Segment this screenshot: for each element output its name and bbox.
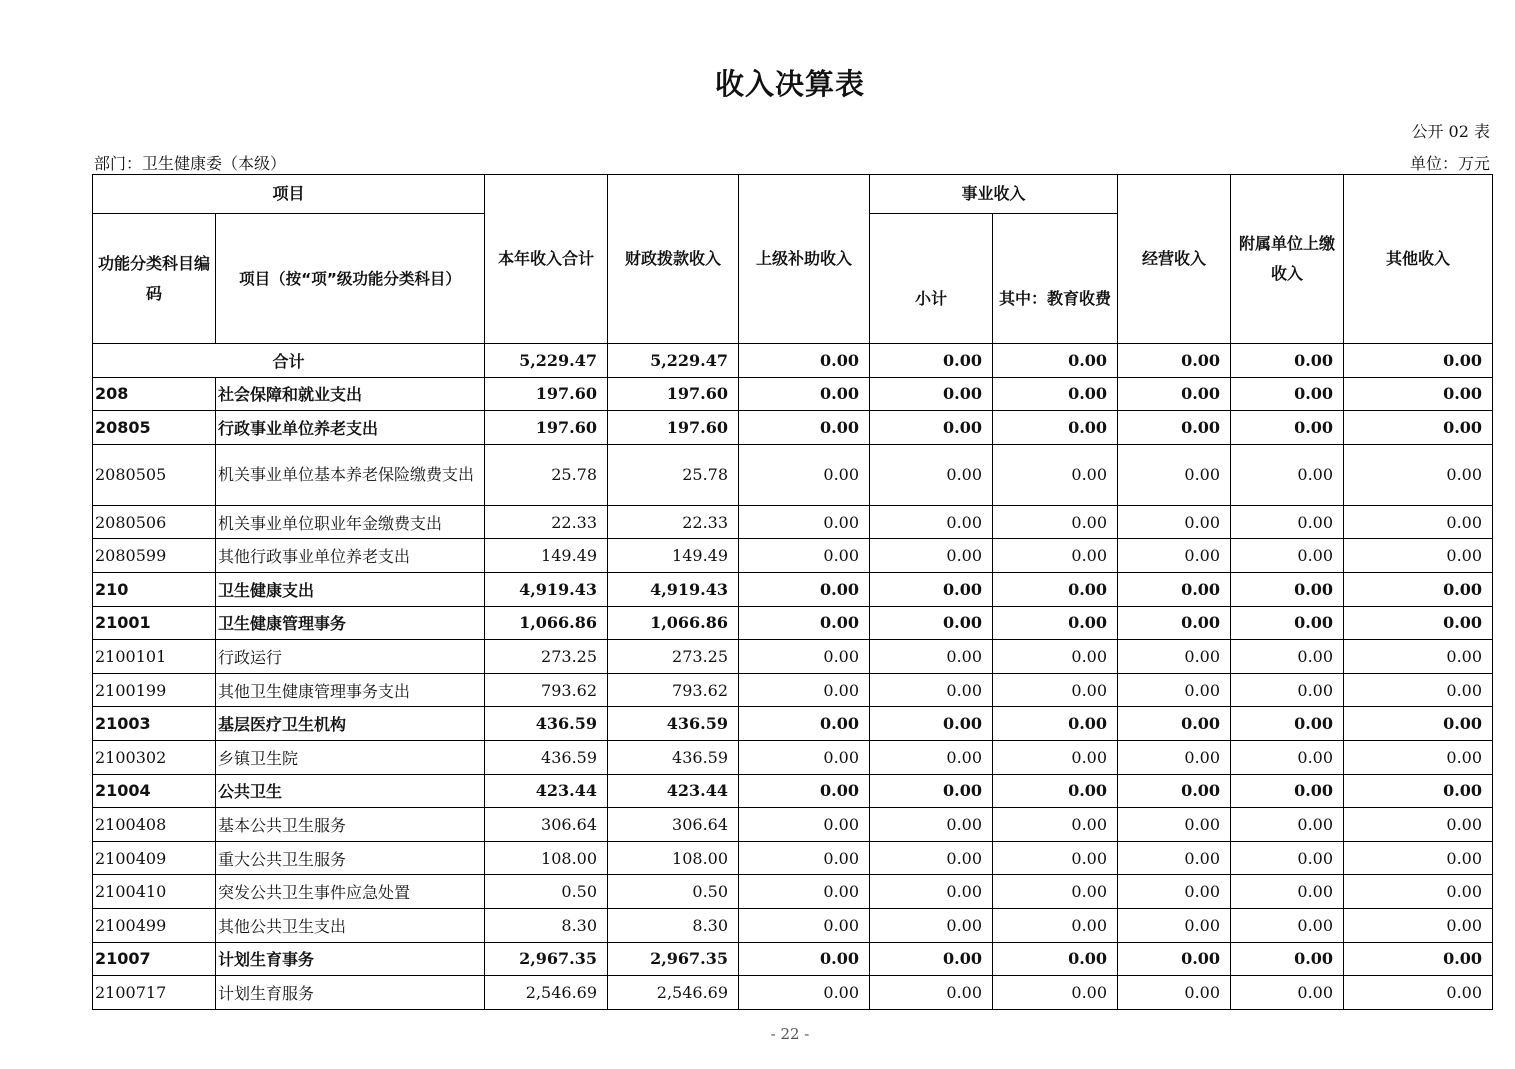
row-value: 0.00 [739,411,870,445]
row-value: 423.44 [608,774,739,808]
row-value: 0.00 [993,673,1118,707]
row-value: 2,546.69 [485,976,608,1010]
row-value: 436.59 [608,740,739,774]
row-value: 0.00 [1118,875,1231,909]
row-value: 0.00 [1118,942,1231,976]
row-value: 0.00 [870,875,993,909]
row-name: 行政运行 [216,640,485,674]
row-name: 计划生育事务 [216,942,485,976]
table-row [93,942,1493,976]
row-value: 0.00 [870,377,993,411]
row-name: 行政事业单位养老支出 [216,411,485,445]
row-value: 436.59 [485,707,608,741]
row-value: 25.78 [485,444,608,505]
row-value: 8.30 [608,908,739,942]
row-value: 0.00 [1344,740,1493,774]
row-value: 0.00 [1231,640,1344,674]
row-code: 21004 [93,774,216,808]
row-value: 0.00 [1118,740,1231,774]
row-name: 公共卫生 [216,774,485,808]
row-value: 0.00 [1118,976,1231,1010]
row-value: 0.00 [1118,505,1231,539]
row-value: 0.00 [1231,976,1344,1010]
form-number: 公开 02 表 [1411,122,1490,141]
row-value: 0.00 [739,841,870,875]
row-value: 22.33 [608,505,739,539]
row-value: 0.00 [1344,875,1493,909]
row-value: 0.00 [1231,707,1344,741]
row-value: 0.00 [993,377,1118,411]
row-name: 卫生健康管理事务 [216,606,485,640]
row-code: 208 [93,377,216,411]
table-row [93,640,1493,674]
row-value: 0.50 [608,875,739,909]
row-value: 0.00 [870,505,993,539]
row-value: 0.00 [1344,673,1493,707]
header-affiliated: 附属单位上缴收入 [1231,175,1344,344]
row-name: 计划生育服务 [216,976,485,1010]
row-value: 0.00 [739,942,870,976]
row-value: 0.00 [739,808,870,842]
department-label: 部门：卫生健康委（本级） [94,154,287,173]
row-name: 社会保障和就业支出 [216,377,485,411]
row-code: 21007 [93,942,216,976]
row-value: 0.00 [1344,640,1493,674]
row-value: 0.00 [870,606,993,640]
row-value: 0.00 [739,505,870,539]
row-value: 0.00 [870,411,993,445]
row-value: 0.00 [1344,411,1493,445]
row-value: 0.00 [1344,841,1493,875]
row-value: 273.25 [608,640,739,674]
table-row [93,740,1493,774]
row-value: 0.00 [1344,572,1493,606]
row-value: 0.00 [739,875,870,909]
row-value: 0.00 [1118,640,1231,674]
table-row [93,908,1493,942]
table-row [93,444,1493,505]
row-value: 0.00 [1344,606,1493,640]
row-value: 0.00 [993,942,1118,976]
header-business: 经营收入 [1118,175,1231,344]
row-value: 0.00 [993,908,1118,942]
row-value: 0.00 [993,539,1118,573]
row-code: 2080599 [93,539,216,573]
total-row [93,344,1493,378]
row-value: 197.60 [608,377,739,411]
header-project: 项目 [93,175,485,214]
row-code: 2100499 [93,908,216,942]
row-value: 0.00 [1344,942,1493,976]
total-label: 合计 [93,344,485,378]
header-total: 本年收入合计 [485,175,608,344]
row-value: 0.00 [1118,808,1231,842]
row-code: 2100408 [93,808,216,842]
row-value: 0.00 [1231,505,1344,539]
row-value: 0.00 [1231,875,1344,909]
row-value: 0.00 [1344,976,1493,1010]
table-row [93,976,1493,1010]
row-value: 0.00 [870,976,993,1010]
row-value: 0.00 [1118,707,1231,741]
row-value: 22.33 [485,505,608,539]
row-value: 0.00 [993,774,1118,808]
row-value: 0.00 [870,444,993,505]
row-value: 436.59 [608,707,739,741]
row-value: 0.00 [870,808,993,842]
row-value: 0.00 [993,875,1118,909]
row-value: 0.00 [1231,808,1344,842]
row-value: 273.25 [485,640,608,674]
row-value: 2,546.69 [608,976,739,1010]
row-name: 突发公共卫生事件应急处置 [216,875,485,909]
row-value: 4,919.43 [608,572,739,606]
row-name: 卫生健康支出 [216,572,485,606]
row-value: 0.00 [1231,411,1344,445]
row-value: 0.00 [739,539,870,573]
row-code: 2080505 [93,444,216,505]
row-value: 25.78 [608,444,739,505]
row-value: 0.00 [870,539,993,573]
unit-label: 单位：万元 [1409,154,1490,173]
row-value: 0.00 [1118,572,1231,606]
table-row [93,774,1493,808]
row-value: 108.00 [608,841,739,875]
row-value: 0.50 [485,875,608,909]
row-value: 0.00 [1231,572,1344,606]
row-value: 0.00 [1344,707,1493,741]
row-code: 2100199 [93,673,216,707]
row-code: 2100410 [93,875,216,909]
row-value: 2,967.35 [485,942,608,976]
row-name: 机关事业单位基本养老保险缴费支出 [216,444,485,505]
row-value: 4,919.43 [485,572,608,606]
total-value: 0.00 [993,344,1118,378]
total-value: 5,229.47 [608,344,739,378]
row-value: 0.00 [993,411,1118,445]
row-value: 423.44 [485,774,608,808]
row-value: 0.00 [1231,673,1344,707]
row-value: 0.00 [1231,444,1344,505]
row-value: 1,066.86 [608,606,739,640]
row-name: 基层医疗卫生机构 [216,707,485,741]
row-value: 0.00 [993,707,1118,741]
row-name: 其他行政事业单位养老支出 [216,539,485,573]
row-name: 乡镇卫生院 [216,740,485,774]
table-row [93,808,1493,842]
header-fiscal: 财政拨款收入 [608,175,739,344]
table-row [93,875,1493,909]
row-value: 0.00 [1344,908,1493,942]
row-value: 0.00 [1118,841,1231,875]
row-value: 0.00 [739,740,870,774]
row-value: 0.00 [739,444,870,505]
row-value: 2,967.35 [608,942,739,976]
total-value: 0.00 [870,344,993,378]
header-other: 其他收入 [1344,175,1493,344]
table-row [93,377,1493,411]
row-value: 0.00 [739,377,870,411]
row-value: 436.59 [485,740,608,774]
row-value: 0.00 [1344,444,1493,505]
row-value: 0.00 [870,774,993,808]
table-row [93,411,1493,445]
total-value: 0.00 [1118,344,1231,378]
row-value: 0.00 [739,640,870,674]
total-value: 5,229.47 [485,344,608,378]
row-value: 0.00 [1231,740,1344,774]
row-value: 0.00 [1344,377,1493,411]
row-value: 0.00 [739,774,870,808]
row-value: 0.00 [993,740,1118,774]
row-value: 0.00 [870,640,993,674]
page-number: - 22 - [770,1025,810,1043]
row-value: 306.64 [608,808,739,842]
row-value: 0.00 [1118,606,1231,640]
row-value: 0.00 [1118,673,1231,707]
row-name: 机关事业单位职业年金缴费支出 [216,505,485,539]
row-value: 0.00 [1118,377,1231,411]
row-code: 2080506 [93,505,216,539]
row-name: 其他公共卫生支出 [216,908,485,942]
row-value: 0.00 [870,841,993,875]
row-value: 306.64 [485,808,608,842]
row-value: 0.00 [1231,377,1344,411]
row-value: 8.30 [485,908,608,942]
header-career-group: 事业收入 [870,175,1118,214]
row-value: 0.00 [739,572,870,606]
header-superior: 上级补助收入 [739,175,870,344]
row-value: 0.00 [1344,808,1493,842]
table-row [93,673,1493,707]
table-row [93,707,1493,741]
row-value: 0.00 [1344,539,1493,573]
total-value: 0.00 [1231,344,1344,378]
row-value: 0.00 [993,572,1118,606]
row-code: 2100101 [93,640,216,674]
header-code: 功能分类科目编码 [93,214,216,344]
row-value: 0.00 [870,707,993,741]
row-value: 0.00 [1231,942,1344,976]
row-value: 0.00 [739,707,870,741]
row-value: 0.00 [739,673,870,707]
row-value: 0.00 [870,572,993,606]
header-subtotal: 小计 [870,214,993,344]
table-row [93,539,1493,573]
row-value: 0.00 [993,808,1118,842]
row-value: 0.00 [993,841,1118,875]
row-value: 0.00 [1231,841,1344,875]
row-value: 0.00 [1118,774,1231,808]
row-code: 2100409 [93,841,216,875]
total-value: 0.00 [739,344,870,378]
row-value: 0.00 [870,908,993,942]
total-value: 0.00 [1344,344,1493,378]
row-value: 108.00 [485,841,608,875]
row-value: 197.60 [485,411,608,445]
row-value: 197.60 [608,411,739,445]
income-table [92,174,1493,1010]
row-code: 21001 [93,606,216,640]
row-value: 1,066.86 [485,606,608,640]
row-name: 基本公共卫生服务 [216,808,485,842]
table-row [93,841,1493,875]
row-code: 2100717 [93,976,216,1010]
table-row [93,505,1493,539]
row-value: 0.00 [1118,539,1231,573]
page-title: 收入决算表 [714,67,865,101]
row-value: 0.00 [993,976,1118,1010]
row-value: 0.00 [993,444,1118,505]
row-name: 其他卫生健康管理事务支出 [216,673,485,707]
row-value: 0.00 [1344,774,1493,808]
row-value: 0.00 [993,640,1118,674]
row-value: 0.00 [1231,774,1344,808]
row-code: 2100302 [93,740,216,774]
row-value: 0.00 [1118,444,1231,505]
row-value: 0.00 [1344,505,1493,539]
row-value: 0.00 [739,908,870,942]
row-value: 0.00 [1118,908,1231,942]
row-value: 197.60 [485,377,608,411]
row-value: 0.00 [870,740,993,774]
row-code: 210 [93,572,216,606]
row-value: 0.00 [993,606,1118,640]
row-value: 149.49 [485,539,608,573]
row-value: 149.49 [608,539,739,573]
row-name: 重大公共卫生服务 [216,841,485,875]
row-value: 793.62 [608,673,739,707]
table-row [93,572,1493,606]
row-value: 0.00 [1231,908,1344,942]
table-body [93,344,1493,1010]
header-education: 其中：教育收费 [993,214,1118,344]
row-code: 20805 [93,411,216,445]
row-value: 0.00 [870,673,993,707]
row-value: 793.62 [485,673,608,707]
header-name: 项目（按“项”级功能分类科目） [216,214,485,344]
row-value: 0.00 [1231,606,1344,640]
row-value: 0.00 [1118,411,1231,445]
row-value: 0.00 [993,505,1118,539]
row-value: 0.00 [739,976,870,1010]
row-value: 0.00 [739,606,870,640]
row-value: 0.00 [1231,539,1344,573]
row-code: 21003 [93,707,216,741]
table-row [93,606,1493,640]
row-value: 0.00 [870,942,993,976]
